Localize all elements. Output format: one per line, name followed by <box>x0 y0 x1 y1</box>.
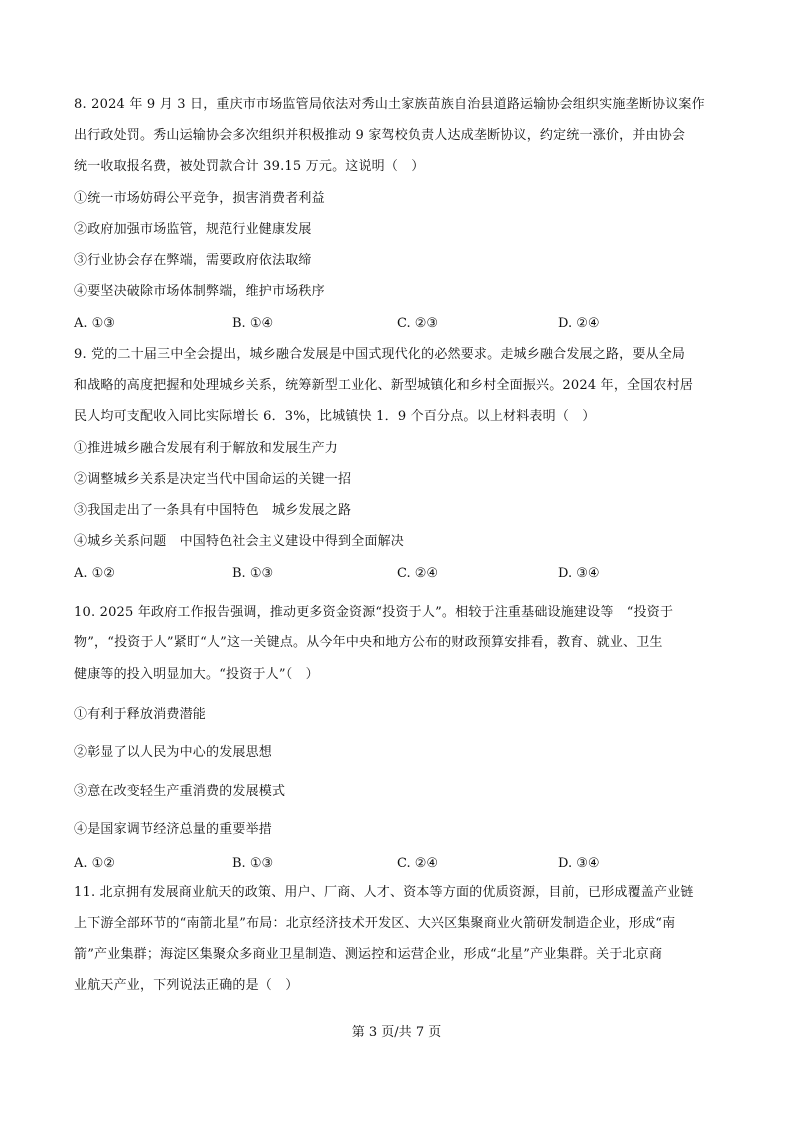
q10-option-a[interactable]: A. ①② <box>74 856 115 871</box>
q8-option-b[interactable]: B. ①④ <box>232 316 274 331</box>
q9-statement-2: ②调整城乡关系是决定当代中国命运的关键一招 <box>74 472 352 487</box>
q8-statement-1: ①统一市场妨碍公平竞争，损害消费者利益 <box>74 191 325 206</box>
q9-options <box>74 565 734 583</box>
q8-stem-line-3: 统一收取报名费，被处罚款合计 39.15 万元。这说明（ ） <box>74 159 425 174</box>
q10-statement-1: ①有利于释放消费潜能 <box>74 707 207 722</box>
q10-option-d[interactable]: D. ③④ <box>558 856 600 871</box>
q8-statement-4: ④要坚决破除市场体制弊端，维护市场秩序 <box>74 284 325 299</box>
q8-stem-line-1: 8. 2024 年 9 月 3 日，重庆市市场监管局依法对秀山土家族苗族自治县道路运输协会组织实施垄断协议案作 <box>74 97 705 112</box>
page-footer: 第 3 页/共 7 页 <box>351 1025 442 1040</box>
q9-statement-3: ③我国走出了一条具有中国特色 城乡发展之路 <box>74 503 352 518</box>
q8-options <box>74 315 734 333</box>
q10-option-c[interactable]: C. ②④ <box>397 856 439 871</box>
q8-stem-line-2: 出行政处罚。秀山运输协会多次组织并积极推动 9 家驾校负责人达成垄断协议，约定统一涨价，并由协会 <box>74 128 686 143</box>
q10-option-b[interactable]: B. ①③ <box>232 856 274 871</box>
q11-stem-line-2: 上下游全部环节的“南箭北星”布局：北京经济技术开发区、大兴区集聚商业火箭研发制造企业，形成“南 <box>74 916 676 931</box>
q9-option-a[interactable]: A. ①② <box>74 566 115 581</box>
q9-option-c[interactable]: C. ②④ <box>397 566 439 581</box>
q10-statement-3: ③意在改变轻生产重消费的发展模式 <box>74 784 286 799</box>
q10-stem-line-2: 物”，“投资于人”紧盯“人”这一关键点。从今年中央和地方公布的财政预算安排看，教育、就业、卫生 <box>74 635 663 650</box>
q9-option-b[interactable]: B. ①③ <box>232 566 274 581</box>
q10-stem-line-1: 10. 2025 年政府工作报告强调，推动更多资金资源“投资于人”。相较于注重基础设施建设等 “投资于 <box>74 605 674 620</box>
q9-stem-line-2: 和战略的高度把握和处理城乡关系，统筹新型工业化、新型城镇化和乡村全面振兴。2024 年，全国农村居 <box>74 378 694 393</box>
q10-statement-4: ④是国家调节经济总量的重要举措 <box>74 822 273 837</box>
q9-stem-line-1: 9. 党的二十届三中全会提出，城乡融合发展是中国式现代化的必然要求。走城乡融合发展之路，要从全局 <box>74 347 686 362</box>
q8-statement-2: ②政府加强市场监管，规范行业健康发展 <box>74 222 312 237</box>
q9-statement-1: ①推进城乡融合发展有利于解放和发展生产力 <box>74 441 339 456</box>
q8-option-d[interactable]: D. ②④ <box>558 316 600 331</box>
q10-stem-line-3: 健康等的投入明显加大。“投资于人”（ ） <box>74 667 319 682</box>
q8-statement-3: ③行业协会存在弊端，需要政府依法取缔 <box>74 253 312 268</box>
q9-stem-line-3: 民人均可支配收入同比实际增长 6．3%，比城镇快 1．9 个百分点。以上材料表明（ ） <box>74 409 596 424</box>
q10-options <box>74 855 734 873</box>
q8-option-c[interactable]: C. ②③ <box>397 316 439 331</box>
q11-stem-line-3: 箭”产业集群；海淀区集聚众多商业卫星制造、测运控和运营企业，形成“北星”产业集群。关于北京商 <box>74 947 663 962</box>
q11-stem-line-1: 11. 北京拥有发展商业航天的政策、用户、厂商、人才、资本等方面的优质资源，目前，已形成覆盖产业链 <box>74 885 694 900</box>
q9-option-d[interactable]: D. ③④ <box>558 566 600 581</box>
q11-stem-line-4: 业航天产业，下列说法正确的是（ ） <box>74 978 299 993</box>
q8-option-a[interactable]: A. ①③ <box>74 316 115 331</box>
q9-statement-4: ④城乡关系问题 中国特色社会主义建设中得到全面解决 <box>74 534 405 549</box>
q10-statement-2: ②彰显了以人民为中心的发展思想 <box>74 745 273 760</box>
